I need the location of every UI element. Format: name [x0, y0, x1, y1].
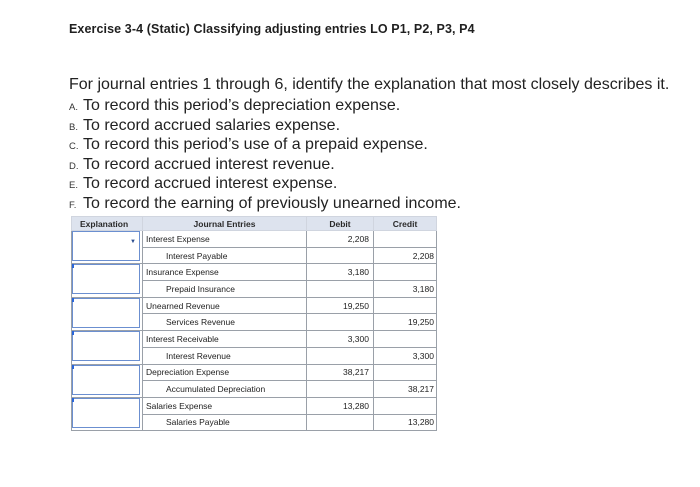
option-c [69, 135, 461, 155]
credit-account: Salaries Payable [143, 414, 307, 431]
debit-account: Salaries Expense [143, 397, 307, 414]
journal-entries-header: Journal Entries [143, 217, 307, 231]
blue-marker [72, 264, 74, 268]
explanation-cell [72, 397, 143, 430]
debit-amount [307, 314, 374, 331]
credit-account: Prepaid Insurance [143, 281, 307, 298]
credit-amount [374, 331, 437, 348]
explanation-header: Explanation [72, 217, 143, 231]
credit-amount [374, 364, 437, 381]
credit-amount: 3,180 [374, 281, 437, 298]
explanation-select-3[interactable] [72, 298, 140, 328]
blue-marker [72, 331, 74, 335]
credit-amount [374, 231, 437, 248]
explanation-options [69, 96, 461, 213]
explanation-cell [72, 231, 143, 264]
journal-table-container [71, 216, 437, 431]
option-d [69, 155, 461, 175]
debit-amount: 38,217 [307, 364, 374, 381]
credit-header: Credit [374, 217, 437, 231]
debit-amount: 13,280 [307, 397, 374, 414]
debit-amount [307, 247, 374, 264]
option-letter: A. [69, 102, 78, 113]
explanation-cell [72, 364, 143, 397]
credit-amount [374, 264, 437, 281]
explanation-select-5[interactable] [72, 365, 140, 395]
credit-amount: 13,280 [374, 414, 437, 431]
option-text: To record accrued interest revenue. [83, 155, 335, 173]
debit-amount [307, 381, 374, 398]
table-row [72, 297, 437, 314]
table-row [72, 264, 437, 281]
credit-account: Accumulated Depreciation [143, 381, 307, 398]
explanation-cell [72, 264, 143, 297]
table-row [72, 397, 437, 414]
blue-marker [72, 365, 74, 369]
explanation-cell [72, 297, 143, 330]
debit-account: Interest Expense [143, 231, 307, 248]
option-f [69, 194, 461, 214]
debit-amount: 3,300 [307, 331, 374, 348]
option-a [69, 96, 461, 116]
debit-account: Unearned Revenue [143, 297, 307, 314]
debit-amount: 2,208 [307, 231, 374, 248]
blue-marker [72, 298, 74, 302]
explanation-cell [72, 331, 143, 364]
debit-amount [307, 414, 374, 431]
explanation-select-6[interactable] [72, 398, 140, 428]
debit-account: Depreciation Expense [143, 364, 307, 381]
chevron-down-icon[interactable]: ▼ [130, 239, 136, 245]
blue-marker [72, 398, 74, 402]
debit-amount: 19,250 [307, 297, 374, 314]
exercise-title: Exercise 3-4 (Static) Classifying adjusting entries LO P1, P2, P3, P4 [69, 22, 475, 36]
credit-amount: 38,217 [374, 381, 437, 398]
table-row [72, 364, 437, 381]
credit-account: Interest Payable [143, 247, 307, 264]
option-b [69, 116, 461, 136]
debit-account: Interest Receivable [143, 331, 307, 348]
debit-amount [307, 347, 374, 364]
credit-amount: 2,208 [374, 247, 437, 264]
option-text: To record accrued salaries expense. [83, 116, 341, 134]
explanation-select-4[interactable] [72, 331, 140, 361]
explanation-select-2[interactable] [72, 264, 140, 294]
debit-header: Debit [307, 217, 374, 231]
table-row [72, 331, 437, 348]
option-text: To record accrued interest expense. [83, 175, 338, 192]
debit-amount: 3,180 [307, 264, 374, 281]
option-letter: F. [69, 199, 77, 211]
table-row [72, 231, 437, 248]
instruction-text: For journal entries 1 through 6, identify the explanation that most closely describes it. [69, 76, 670, 93]
credit-account: Interest Revenue [143, 347, 307, 364]
credit-amount [374, 397, 437, 414]
explanation-select-1[interactable] [72, 231, 140, 261]
credit-account: Services Revenue [143, 314, 307, 331]
debit-amount [307, 281, 374, 298]
option-letter: E. [69, 180, 78, 191]
credit-amount: 3,300 [374, 347, 437, 364]
credit-amount [374, 297, 437, 314]
option-text: To record this period’s depreciation expense. [83, 97, 401, 114]
option-text: To record this period’s use of a prepaid expense. [83, 136, 428, 153]
credit-amount: 19,250 [374, 314, 437, 331]
journal-entries-table [71, 216, 437, 431]
debit-account: Insurance Expense [143, 264, 307, 281]
option-letter: D. [69, 160, 79, 172]
option-e [69, 174, 461, 194]
option-letter: B. [69, 121, 78, 133]
option-text: To record the earning of previously unearned income. [83, 194, 461, 212]
option-letter: C. [69, 141, 79, 152]
table-header-row [72, 217, 437, 231]
